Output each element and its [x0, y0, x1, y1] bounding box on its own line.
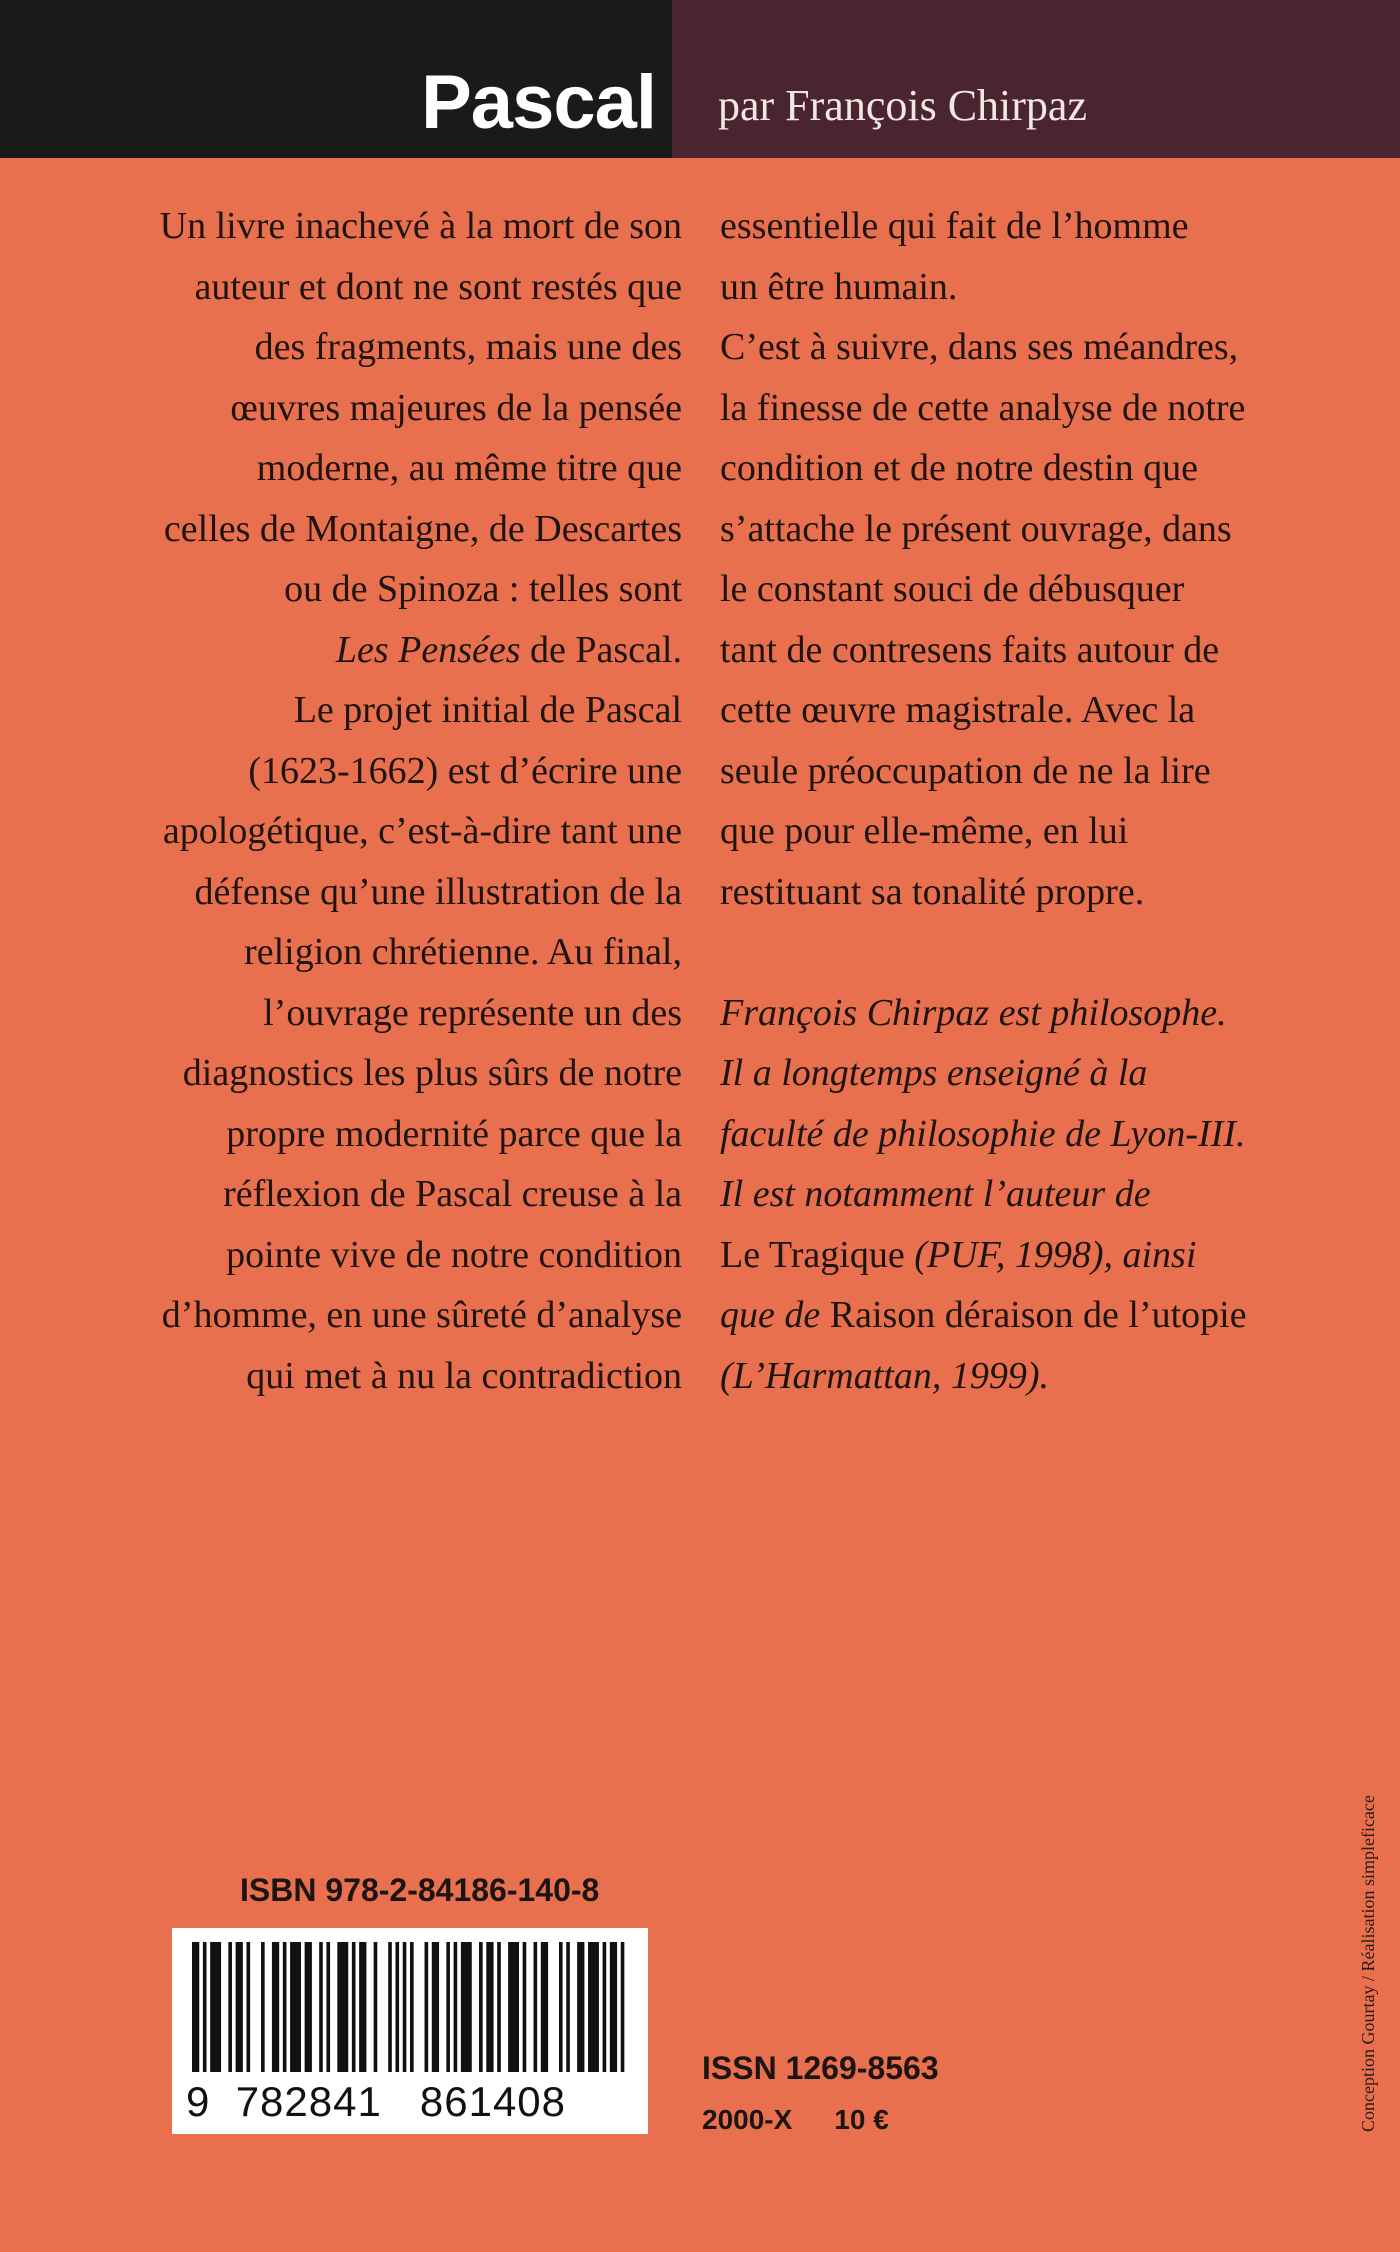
text-line: restituant sa tonalité propre.	[720, 870, 1145, 913]
text-line: condition et de notre destin que	[720, 447, 1199, 489]
barcode-bar	[486, 1942, 493, 2072]
barcode-digit-group1: 782841	[235, 2078, 382, 2125]
barcode-bar	[541, 1942, 548, 2072]
collection-code: 2000-X	[702, 2104, 793, 2135]
barcode-digit-first: 9	[186, 2078, 211, 2125]
barcode-bar	[326, 1942, 330, 2072]
text-line: tant de contresens faits autour de	[720, 628, 1220, 671]
text-line: (1623-1662) est d’écrire une	[248, 749, 682, 792]
barcode-bar	[247, 1942, 251, 2072]
text-line: des fragments, mais une des	[254, 326, 682, 368]
pensees-title: Les Pensées	[335, 628, 521, 671]
barcode-bar	[454, 1942, 458, 2072]
text-line: d’homme, en une sûreté d’analyse	[161, 1294, 682, 1336]
book-title: Pascal	[421, 60, 656, 145]
issn-label: ISSN 1269-8563	[702, 2050, 939, 2086]
text-line: défense qu’une illustration de la	[194, 870, 682, 913]
text-line: cette œuvre magistrale. Avec la	[720, 689, 1196, 731]
author-bio-line: Il est notamment l’auteur de	[720, 1173, 1151, 1215]
barcode-bar	[352, 1942, 356, 2072]
text-line: pointe vive de notre condition	[226, 1233, 682, 1276]
text-line: Un livre inachevé à la mort de son	[159, 205, 682, 247]
author-bio-line	[720, 1225, 1360, 1286]
left-column-text	[80, 196, 682, 1406]
text-line: Le projet initial de Pascal	[293, 689, 682, 731]
barcode-bar	[203, 1942, 207, 2072]
text-line: moderne, au même titre que	[256, 447, 682, 489]
author-bio-line	[720, 1285, 1360, 1346]
barcode-bar	[425, 1942, 429, 2072]
barcode-bar	[410, 1942, 414, 2072]
text-line: œuvres majeures de la pensée	[230, 386, 682, 429]
text-line-pensees	[80, 620, 682, 681]
barcode-bar	[479, 1942, 483, 2072]
barcode-bar	[236, 1942, 243, 2072]
isbn-label: ISBN 978-2-84186-140-8	[240, 1872, 600, 1908]
barcode-bar	[621, 1942, 625, 2072]
barcode-bar	[359, 1942, 366, 2072]
barcode-bar	[610, 1942, 617, 2072]
book-info-tragique: (PUF, 1998), ainsi	[904, 1233, 1197, 1276]
text-line: C’est à suivre, dans ses méandres,	[720, 326, 1239, 368]
text-line: que pour elle-même, en lui	[720, 810, 1129, 852]
barcode-bar	[192, 1942, 199, 2072]
barcode-bar	[305, 1942, 312, 2072]
barcode-bar	[446, 1942, 450, 2072]
barcode-bar	[388, 1942, 392, 2072]
barcode-bar	[261, 1942, 265, 2072]
text-line: s’attache le présent ouvrage, dans	[720, 507, 1232, 550]
paragraph-spacer	[720, 922, 1360, 983]
barcode-bar	[228, 1942, 232, 2072]
barcode-bar	[395, 1942, 399, 2072]
text-line: diagnostics les plus sûrs de notre	[182, 1052, 682, 1094]
pensees-rest: de Pascal.	[520, 628, 682, 671]
text-line: un être humain.	[720, 265, 958, 308]
barcode-bar	[290, 1942, 301, 2072]
barcode-bar	[272, 1942, 279, 2072]
barcode-bar	[283, 1942, 287, 2072]
barcode-bar	[577, 1942, 584, 2072]
text-line: auteur et dont ne sont restés que	[194, 265, 682, 308]
barcode-digits	[186, 2078, 636, 2126]
barcode-bar	[319, 1942, 323, 2072]
barcode-bar	[559, 1942, 563, 2072]
que-de-text: que de	[720, 1294, 830, 1336]
author-bio-line: François Chirpaz est philosophe.	[720, 991, 1227, 1034]
barcode-bar	[461, 1942, 472, 2072]
text-line: ou de Spinoza : telles sont	[284, 568, 682, 610]
text-line: religion chrétienne. Au final,	[244, 931, 682, 973]
book-title-utopie: Raison déraison de l’utopie	[829, 1294, 1247, 1336]
text-line: le constant souci de débusquer	[720, 568, 1185, 610]
author-bio-line: (L’Harmattan, 1999).	[720, 1354, 1049, 1397]
barcode-bar	[497, 1942, 501, 2072]
barcode-bar	[403, 1942, 407, 2072]
barcode-bar	[588, 1942, 599, 2072]
author-bio-line: Il a longtemps enseigné à la	[720, 1052, 1148, 1094]
right-column-text	[720, 196, 1360, 1406]
barcode-bar	[374, 1942, 378, 2072]
barcode-bar	[603, 1942, 607, 2072]
barcode-digit-group2: 861408	[419, 2078, 567, 2125]
collection-price	[702, 2102, 889, 2138]
text-line: essentielle qui fait de l’homme	[720, 205, 1189, 247]
text-line: apologétique, c’est-à-dire tant une	[162, 810, 682, 852]
author-bio-line: faculté de philosophie de Lyon-III.	[720, 1112, 1246, 1155]
barcode-bar	[337, 1942, 348, 2072]
barcode-bar	[210, 1942, 221, 2072]
barcode-bar	[508, 1942, 519, 2072]
design-credits: Conception Gourtay / Réalisation simpleficace	[1358, 1795, 1378, 2132]
text-line: seule préoccupation de ne la lire	[720, 749, 1211, 792]
barcode-bar	[534, 1942, 538, 2072]
text-line: réflexion de Pascal creuse à la	[223, 1173, 682, 1215]
barcode	[172, 1928, 648, 2134]
barcode-bar	[566, 1942, 570, 2072]
barcode-bars	[192, 1942, 628, 2072]
text-line: celles de Montaigne, de Descartes	[163, 507, 682, 550]
book-title-tragique: Le Tragique	[720, 1233, 905, 1276]
barcode-bar	[432, 1942, 439, 2072]
text-line: qui met à nu la contradiction	[246, 1354, 682, 1397]
barcode-bar	[523, 1942, 527, 2072]
text-line: l’ouvrage représente un des	[263, 991, 682, 1034]
text-line: la finesse de cette analyse de notre	[720, 386, 1246, 429]
price: 10 €	[834, 2104, 889, 2135]
book-author: par François Chirpaz	[718, 81, 1087, 130]
text-line: propre modernité parce que la	[226, 1112, 682, 1155]
